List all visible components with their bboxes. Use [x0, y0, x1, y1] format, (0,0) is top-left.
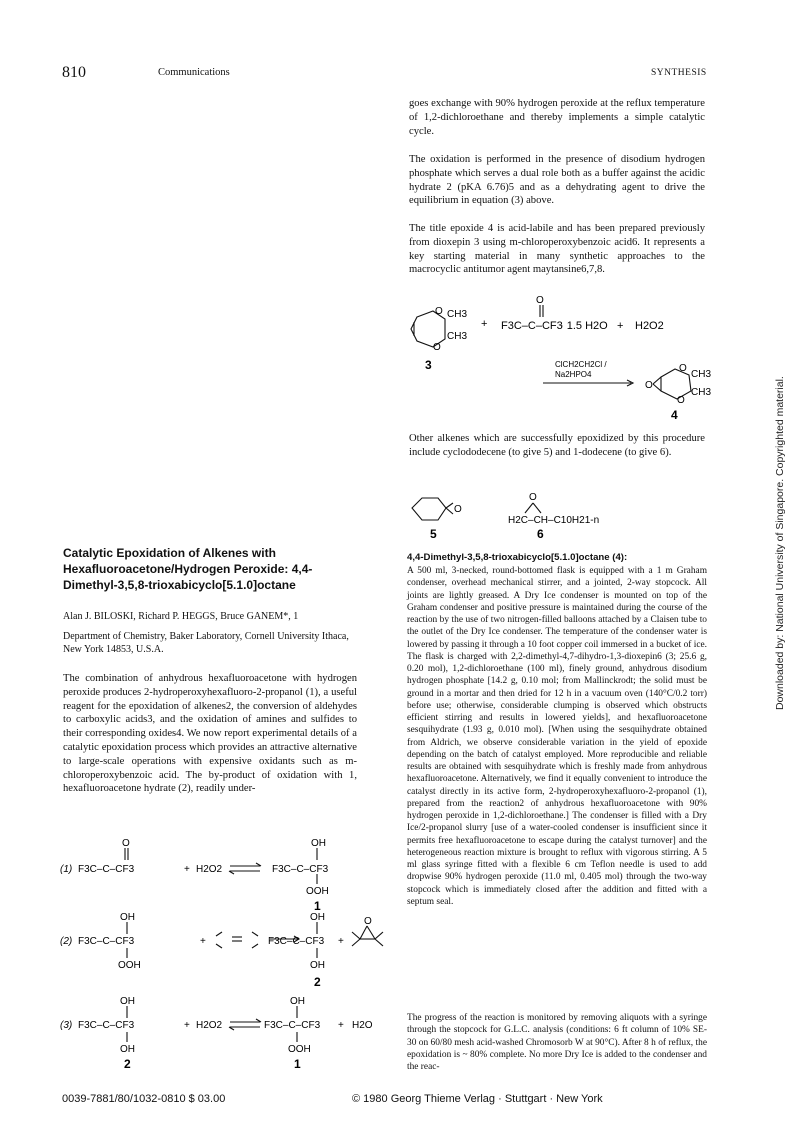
svg-text:(1): (1) [60, 864, 73, 875]
footer-code: 0039-7881/80/1032-0810 $ 03.00 [62, 1093, 226, 1105]
svg-text:O: O [433, 342, 441, 353]
svg-text:OH: OH [290, 996, 305, 1007]
right-para-3: The title epoxide 4 is acid-labile and has been prepared previously from dioxepin 3 using m-chloroperoxybenzoic acid6. It represents a key starting material in many synthetic approaches to the macrocyclic antitumor agent maytansine6,7,8. [409, 223, 705, 276]
svg-text:F3C–C–CF3: F3C–C–CF3 [78, 1020, 135, 1031]
svg-text:O: O [454, 504, 462, 515]
svg-text:F3C–C–CF3: F3C–C–CF3 [268, 936, 325, 947]
equations-block [60, 836, 390, 1086]
svg-text:O: O [679, 363, 687, 374]
right-para-4: Other alkenes which are successfully epoxidized by this procedure include cyclododecene (to give 5) and 1-dodecene (to give 6). [409, 433, 705, 458]
svg-text:O: O [435, 306, 443, 317]
svg-text:O: O [122, 838, 130, 849]
footer-copyright: © 1980 Georg Thieme Verlag · Stuttgart · New York [352, 1093, 603, 1105]
svg-text:F3C–C–CF3: F3C–C–CF3 [264, 1020, 321, 1031]
svg-text:OOH: OOH [306, 886, 329, 897]
svg-text:O: O [645, 380, 653, 391]
journal-name: SYNTHESIS [651, 68, 707, 78]
svg-text:O: O [529, 492, 537, 503]
svg-text:O: O [677, 395, 685, 406]
svg-text:(3): (3) [60, 1020, 73, 1031]
svg-text:1: 1 [294, 1057, 301, 1071]
svg-text:OOH: OOH [288, 1044, 311, 1055]
svg-text:+: + [617, 320, 624, 332]
svg-text:(2): (2) [60, 936, 73, 947]
svg-text:H2O2: H2O2 [196, 1020, 223, 1031]
svg-text:CH3: CH3 [691, 369, 712, 380]
svg-text:OH: OH [120, 1044, 135, 1055]
svg-text:F3C–C–CF3: F3C–C–CF3 [272, 864, 329, 875]
svg-text:+: + [184, 864, 190, 875]
svg-text:OH: OH [120, 912, 135, 923]
article-title: Catalytic Epoxidation of Alkenes with Hexafluoroacetone/Hydrogen Peroxide: 4,4-Dimethyl-3,5,8-trioxabicyclo[5.1.0]octane [63, 546, 313, 592]
svg-text:2: 2 [124, 1057, 131, 1071]
section-name: Communications [158, 67, 230, 78]
svg-text:+: + [184, 1020, 190, 1031]
svg-text:+: + [200, 936, 206, 947]
scheme-dioxepin [395, 295, 725, 425]
svg-text:OH: OH [310, 912, 325, 923]
svg-text:O: O [364, 916, 372, 927]
experimental-title: 4,4-Dimethyl-3,5,8-trioxabicyclo[5.1.0]octane (4): [407, 552, 628, 563]
svg-text:H2O2: H2O2 [196, 864, 223, 875]
label-3: 3 [425, 358, 432, 372]
experimental-para-1: A 500 ml, 3-necked, round-bottomed flask is equipped with a 1 m Graham condenser, overhead mechanical stirrer, and a jointed, 2-way stopcock. All joints are lightly greased. A Dry Ice condenser is mounted on top of the Graham condenser and positive pressure is maintained during the course of the reaction by the use of two nitrogen-filled balloons attached by a Claisen tube to the outlet of the Dry Ice condenser. The temperature of the condenser water is lowered by passing it through a 10 foot copper coil immersed in a bucket of ice. The flask is charged with 2,2-dimethyl-4,7-dihydro-1,3-dioxepin6 (3; 25.6 g, 0.20 mol), 1,2-dichloroethane (100 ml), finely ground, anhydrous disodium hydrogen phosphate [14.2 g, 0.10 mol; from Mallinckrodt; the solid must be ground in a mortar and then dried for 12 h in a vacuum oven (140°C/0.2 torr) before use; otherwise, considerable clumping is observed which obstructs efficient stirring and results in lowered yields], and hexafluoroacetone sesquihydrate (1.93 g, 0.010 mol). [When using the sesquihydrate obtained from Aldrich, we observe considerable variation in the yield of epoxide depending on the batch of catalyst employed. More reproducible and reliable results are obtained with sesquihydrate which is freshly made from anhydrous hexafluoroacetone. Alternatively, we find it equally convenient to introduce the catalyst directly in its active form, 2-hydroperoxyhexafluoro-2-propanol (1), prepared from the reaction2 of anhydrous hexafluoroacetone with 90% hydrogen peroxide in 1,2-dichloroethane.] The condenser is filled with a Dry Ice/2-propanol slurry [use of a water-cooled condenser is insufficient since it permits free hexafluoroacetone to escape during the catalyst turnover] and the heterogeneous reaction mixture is brought to reflux with vigorous stirring. A 5 ml glass syringe fitted with a flexible 6 cm Teflon needle is used to add dropwise 90% hydrogen peroxide (11.0 ml, 0.405 mol) through the two-way stopcock which is immediately closed after the addition and fitted with a septum seal. [407, 566, 707, 907]
page-number: 810 [62, 64, 86, 81]
right-para-1: goes exchange with 90% hydrogen peroxide at the reflux temperature of 1,2-dichloroethane and thereby implements a simple catalytic cycle. [409, 98, 705, 137]
svg-text:OH: OH [120, 996, 135, 1007]
svg-text:+: + [338, 1020, 344, 1031]
label-6: 6 [537, 527, 544, 541]
svg-text:OOH: OOH [118, 960, 141, 971]
svg-text:F3C–C–CF3: F3C–C–CF3 [78, 864, 135, 875]
svg-text:H2C–CH–C10H21-n: H2C–CH–C10H21-n [508, 515, 600, 526]
label-5: 5 [430, 527, 437, 541]
intro-paragraph: The combination of anhydrous hexafluoroacetone with hydrogen peroxide produces 2-hydroperoxyhexafluoro-2-propanol (1), a useful reagent for the epoxidation of alkenes2, the conversion of aldehydes to carboxylic acids3, and the oxidation of amines and sulfides to their corresponding oxides4. We now report experimental details of a catalytic epoxidation process which provides an attractive alternative to large-scale operations with expensive oxidants such as m-chloroperoxybenzoic acid. The by-product of oxidation with 1, hexafluoroacetone hydrate (2), readily under- [63, 673, 357, 795]
svg-text:CH3: CH3 [447, 331, 468, 342]
svg-text:F3C–C–CF3: F3C–C–CF3 [78, 936, 135, 947]
affiliation: Department of Chemistry, Baker Laboratory, Cornell University Ithaca, New York 14853, U.S.A. [63, 631, 349, 655]
svg-text:2: 2 [314, 975, 321, 989]
svg-text:1: 1 [314, 899, 321, 913]
svg-text:H2O2: H2O2 [635, 320, 664, 332]
svg-text:+: + [481, 318, 488, 330]
svg-text:OH: OH [310, 960, 325, 971]
svg-text:· 1.5 H2O: · 1.5 H2O [560, 320, 608, 332]
svg-text:O: O [536, 295, 544, 306]
download-notice: Downloaded by: National University of Singapore. Copyrighted material. [774, 376, 786, 710]
svg-text:ClCH2CH2Cl /: ClCH2CH2Cl / [555, 360, 607, 369]
experimental-para-2: The progress of the reaction is monitored by removing aliquots with a syringe through the stopcock for G.L.C. analysis (conditions: 6 ft column of 10% SE-30 on 60/80 mesh acid-washed Chromosorb W at 90°C). After 8 h of reflux, the epoxidation is ~ 80% complete. No more Dry Ice is added to the condenser and the reac- [407, 1013, 707, 1072]
svg-text:+: + [338, 936, 344, 947]
svg-text:H2O: H2O [352, 1020, 373, 1031]
authors: Alan J. BILOSKI, Richard P. HEGGS, Bruce GANEM*, 1 [63, 611, 299, 622]
right-para-2: The oxidation is performed in the presence of disodium hydrogen phosphate which serves a dual role both as a buffer against the acidic hydrate 2 (pKA 6.76)5 and as a dehydrating agent to drive the equilibrium in equation (3) above. [409, 154, 705, 207]
scheme-products-5-6 [400, 488, 720, 544]
svg-text:Na2HPO4: Na2HPO4 [555, 370, 592, 379]
svg-text:CH3: CH3 [691, 387, 712, 398]
label-4: 4 [671, 408, 678, 422]
svg-text:OH: OH [311, 838, 326, 849]
svg-text:F3C–C–CF3: F3C–C–CF3 [501, 320, 563, 332]
svg-text:CH3: CH3 [447, 309, 468, 320]
